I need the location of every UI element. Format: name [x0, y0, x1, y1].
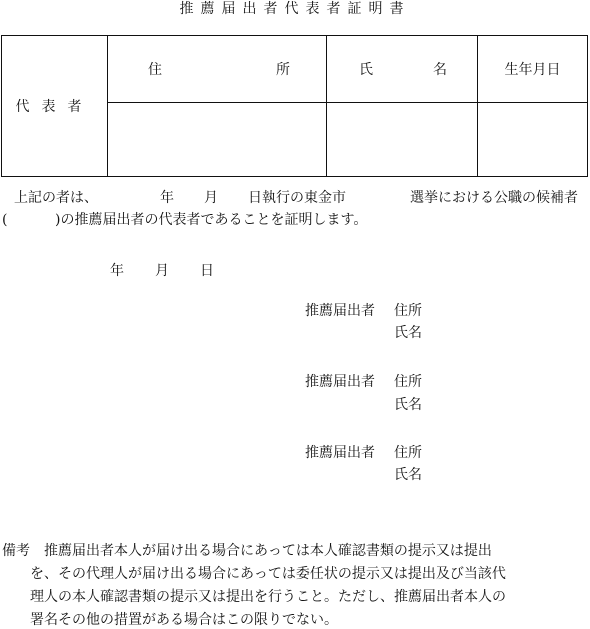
signer-2-name-label: 氏名 [394, 397, 422, 413]
address-header-b: 所 [276, 62, 290, 78]
remarks-line-3: 理人の本人確認書類の提示又は提出を行うこと。ただし、推薦届出者本人の [30, 589, 506, 605]
body-line-1-part-5: 選挙における公職の候補者 [410, 190, 578, 206]
signer-1-address-label: 住所 [394, 303, 422, 319]
birthdate-cell[interactable] [478, 103, 588, 177]
remarks-line-2: を、その代理人が届け出る場合にあっては委任状の提示又は提出及び当該代 [30, 566, 506, 582]
address-header-a: 住 [148, 62, 162, 78]
address-header [108, 36, 327, 103]
body-line-1-month: 月 [204, 190, 218, 206]
body-line-1-year: 年 [160, 190, 174, 206]
signer-2-address-label: 住所 [394, 374, 422, 390]
date-year: 年 [110, 263, 124, 279]
date-day: 日 [200, 263, 214, 279]
date-month: 月 [155, 263, 169, 279]
address-cell[interactable] [108, 103, 327, 177]
document-title: 推薦届出者代表者証明書 [179, 1, 411, 17]
signer-1-role: 推薦届出者 [305, 303, 375, 319]
name-header-b: 名 [433, 62, 447, 78]
signer-2-role: 推薦届出者 [305, 374, 375, 390]
remarks-label: 備考 [2, 543, 30, 559]
remarks-line-4: 署名その他の措置がある場合はこの限りでない。 [30, 612, 338, 628]
representative-table [1, 35, 588, 177]
body-line-2-text: )の推薦届出者の代表者であることを証明します。 [55, 212, 368, 228]
name-header [327, 36, 478, 103]
name-header-a: 氏 [359, 62, 373, 78]
representative-label: 代表者 [2, 36, 108, 177]
signer-3-role: 推薦届出者 [305, 445, 375, 461]
signer-3-address-label: 住所 [394, 445, 422, 461]
body-line-1-part-1: 上記の者は、 [14, 190, 98, 206]
signer-3-name-label: 氏名 [394, 467, 422, 483]
remarks-line-1: 推薦届出者本人が届け出る場合にあっては本人確認書類の提示又は提出 [44, 543, 492, 559]
body-line-2-open-paren: ( [2, 212, 8, 228]
signer-1-name-label: 氏名 [394, 325, 422, 341]
name-cell[interactable] [327, 103, 478, 177]
body-line-1-part-4: 日執行の東金市 [248, 190, 346, 206]
birthdate-header: 生年月日 [478, 36, 588, 103]
